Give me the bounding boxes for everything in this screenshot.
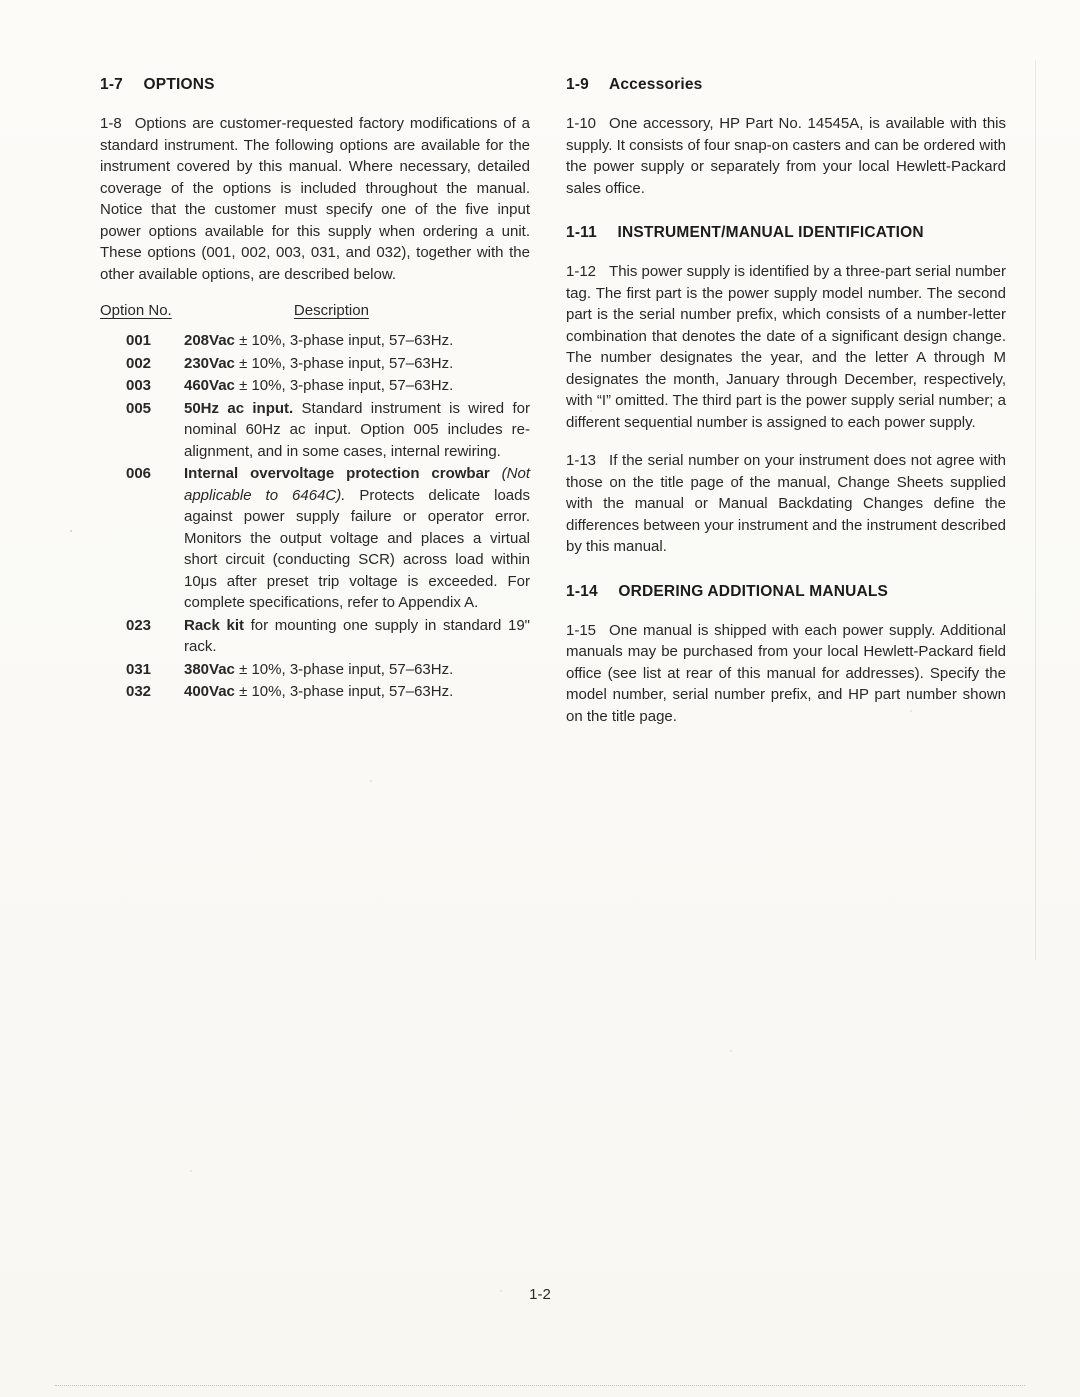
- option-description-text: ± 10%, 3-phase input, 57–63Hz.: [239, 354, 454, 372]
- option-description-text: ± 10%, 3-phase input, 57–63Hz.: [239, 660, 454, 678]
- section-number: 1-11: [566, 224, 597, 241]
- section-title: INSTRUMENT/MANUAL IDENTIFICATION: [617, 224, 924, 241]
- option-description: [184, 463, 530, 614]
- option-description: [184, 353, 530, 375]
- paragraph-1-13: [566, 450, 1006, 558]
- option-description: [184, 398, 530, 463]
- option-description-bold: 380Vac: [184, 660, 240, 678]
- table-row: [100, 398, 530, 463]
- option-description-bold: 460Vac: [184, 377, 240, 394]
- option-description-bold: Internal overvoltage protection crowbar: [184, 465, 502, 482]
- option-description-italic: (Not applicable to 6464C).: [184, 465, 530, 504]
- section-number: 1-9: [566, 76, 590, 93]
- option-number: 031: [126, 660, 152, 678]
- option-number: 001: [126, 332, 152, 349]
- page-number: 1-2: [529, 1286, 551, 1303]
- section-title: Accessories: [608, 76, 703, 93]
- option-description-bold: 400Vac: [184, 683, 240, 700]
- left-column: [100, 76, 530, 744]
- paragraph-text: One accessory, HP Part No. 14545A, is available with this supply. It consists of four snap-on casters and can be ordered with the power supply or separately from your local Hewlett-Packard sales office.: [566, 115, 1006, 197]
- paragraph-1-10: [566, 113, 1006, 199]
- section-heading-options: [100, 76, 530, 94]
- option-description: [184, 659, 530, 681]
- paragraph-1-8: [100, 113, 530, 285]
- paragraph-text: If the serial number on your instrument does not agree with those on the title page of the manual, Change Sheets supplied with the manual or Manual Backdating Changes define the differences between your instrument and the instrument described by this manual.: [566, 452, 1006, 555]
- option-number: 003: [126, 377, 152, 394]
- paragraph-number: 1-13: [566, 452, 597, 469]
- options-table-header: [100, 302, 530, 319]
- option-number: 006: [126, 465, 152, 482]
- table-row: [100, 681, 530, 703]
- section-heading-ordering: [566, 583, 1006, 601]
- option-description-bold: Rack kit: [184, 616, 251, 634]
- paragraph-1-12: [566, 261, 1006, 433]
- paragraph-number: 1-12: [566, 263, 597, 280]
- option-description-text: ± 10%, 3-phase input, 57–63Hz.: [239, 377, 454, 394]
- table-row: [100, 615, 530, 658]
- table-row: [100, 463, 530, 614]
- option-number: 032: [126, 683, 152, 700]
- option-description-text: Standard instrument is wired for nominal 60Hz ac input. Option 005 includes re-alignment, and in some cases, internal rewiring.: [184, 399, 530, 460]
- section-number: 1-7: [100, 76, 124, 93]
- option-description-text: for mounting one supply in standard 19" rack.: [184, 616, 530, 655]
- two-column-layout: [100, 76, 1006, 744]
- paragraph-number: 1-15: [566, 621, 597, 639]
- paragraph-text: One manual is shipped with each power supply. Additional manuals may be purchased from your local Hewlett-Packard field office (see list at rear of this manual for addresses). Specify the model number, serial number prefix, and HP part number shown on the title page.: [566, 621, 1006, 725]
- table-row: [100, 659, 530, 681]
- option-number: 005: [126, 399, 152, 417]
- section-heading-identification: [566, 224, 1006, 242]
- option-description: [184, 615, 530, 658]
- option-description-text: ± 10%, 3-phase input, 57–63Hz.: [239, 683, 454, 700]
- right-column: [566, 76, 1006, 744]
- option-description-text: Protects delicate loads against power supply failure or operator error. Monitors the output voltage and places a virtual short circuit (conducting SCR) across load within 10μs after preset trip voltage is exceeded. For complete specifications, refer to Appendix A.: [184, 486, 530, 611]
- paragraph-text: Options are customer-requested factory modifications of a standard instrument. The following options are available for the instrument covered by this manual. Where necessary, detailed coverage of the options is included throughout the manual. Notice that the customer must specify one of the five input power options available for this supply when ordering a unit. These options (001, 002, 003, 031, and 032), together with the other available options, are described below.: [100, 115, 530, 283]
- scan-noise-specks: [70, 530, 72, 532]
- table-row: [100, 375, 530, 397]
- option-description-bold: 50Hz ac input.: [184, 399, 302, 417]
- paragraph-number: 1-10: [566, 115, 597, 132]
- option-description-bold: 230Vac: [184, 354, 240, 372]
- option-description: [184, 330, 530, 352]
- section-title: ORDERING ADDITIONAL MANUALS: [618, 582, 889, 600]
- section-heading-accessories: [566, 76, 1006, 94]
- section-title: OPTIONS: [143, 76, 215, 93]
- scan-artifact-bottom-line: [55, 1385, 1025, 1386]
- option-description: [184, 681, 530, 703]
- option-number: 002: [126, 354, 152, 372]
- table-row: [100, 330, 530, 352]
- options-table-header-no: Option No.: [100, 302, 172, 319]
- option-description-bold: 208Vac: [184, 332, 240, 349]
- option-description-text: ± 10%, 3-phase input, 57–63Hz.: [239, 332, 454, 349]
- paragraph-text: This power supply is identified by a three-part serial number tag. The first part is the power supply model number. The second part is the serial number prefix, which consists of a number-letter combination that denotes the date of a significant design change. The number designates the year, and the letter A through M designates the month, January through December, respectively, with “I” omitted. The third part is the power supply serial number; a different sequential number is assigned to each power supply.: [566, 263, 1006, 431]
- paragraph-1-15: [566, 620, 1006, 728]
- option-number: 023: [126, 616, 152, 634]
- section-number: 1-14: [566, 582, 598, 600]
- paragraph-number: 1-8: [100, 115, 122, 132]
- options-table: [100, 302, 530, 703]
- scan-artifact-right-line: [1035, 60, 1036, 960]
- table-row: [100, 353, 530, 375]
- options-table-header-desc: Description: [293, 302, 369, 319]
- option-description: [184, 375, 530, 397]
